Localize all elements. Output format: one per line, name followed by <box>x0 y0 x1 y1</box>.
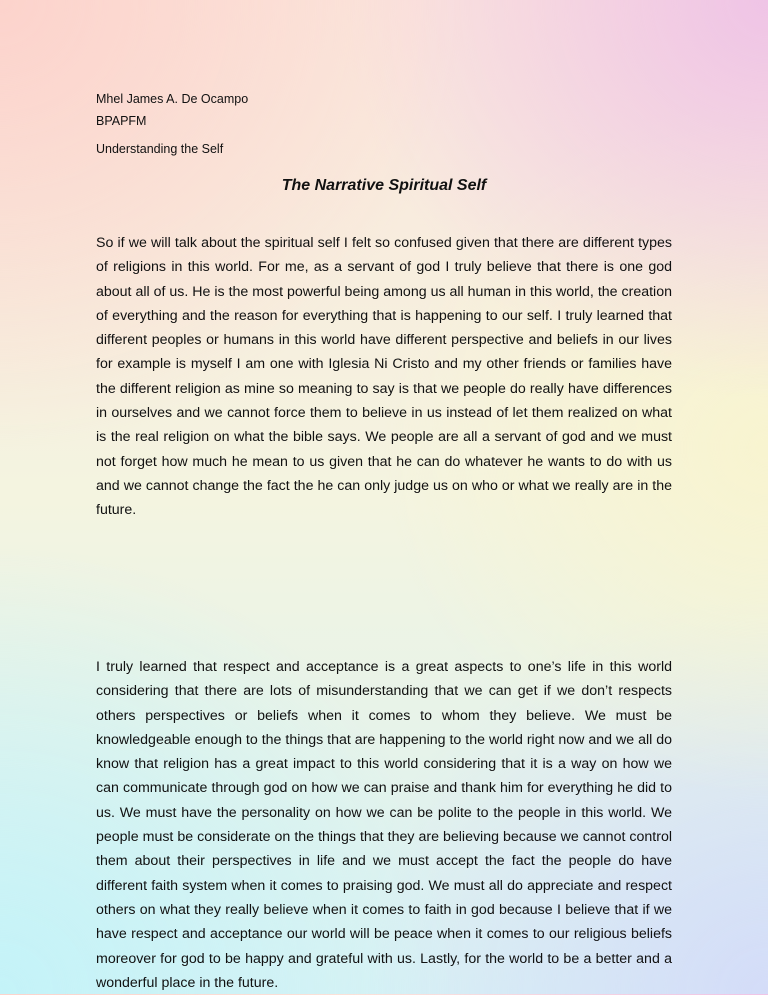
author-name: Mhel James A. De Ocampo <box>96 92 249 106</box>
program-name: BPAPFM <box>96 114 147 128</box>
course-name: Understanding the Self <box>96 142 224 156</box>
body-paragraph-1: So if we will talk about the spiritual self I felt so confused given that there are different types of religions in this world. For me, as a servant of god I truly believe that there is one god about all of us. He is the most powerful being among us all human in this world, the creation of everything and the reason for everything that is happening to our self. I truly learned that different peoples or humans in this world have different perspective and beliefs in our lives for example is myself I am one with Iglesia Ni Cristo and my other friends or families have the different religion as mine so meaning to say is that we people do really have differences in ourselves and we cannot force them to believe in us instead of let them realized on what is the real religion on what the bible says. We people are all a servant of god and we must not forget how much he mean to us given that he can do whatever he wants to do with us and we cannot change the fact the he can only judge us on who or what we really are in the future. <box>96 235 672 519</box>
body-paragraph-2: I truly learned that respect and acceptance is a great aspects to one’s life in this world considering that there are lots of misunderstanding that we can get if we don’t respects others perspectives or beliefs when it comes to whom they believe. We must be knowledgeable enough to the things that are happening to the world right now and we all do know that religion has a great impact to this world considering that it is a way on how we can communicate through god on how we can praise and thank him for everything he did to us. We must have the personality on how we can be polite to the people in this world. We people must be considerate on the things that they are believing because we cannot control them about their perspectives in life and we must accept the fact the people do have different faith system when it comes to praising god. We must all do appreciate and respect others on what they really believe when it comes to faith in god because I believe that if we have respect and acceptance our world will be peace when it comes to our religious beliefs moreover for god to be happy and grateful with us. Lastly, for the world to be a better and a wonderful place in the future. <box>96 659 672 991</box>
document-title: The Narrative Spiritual Self <box>281 177 487 194</box>
